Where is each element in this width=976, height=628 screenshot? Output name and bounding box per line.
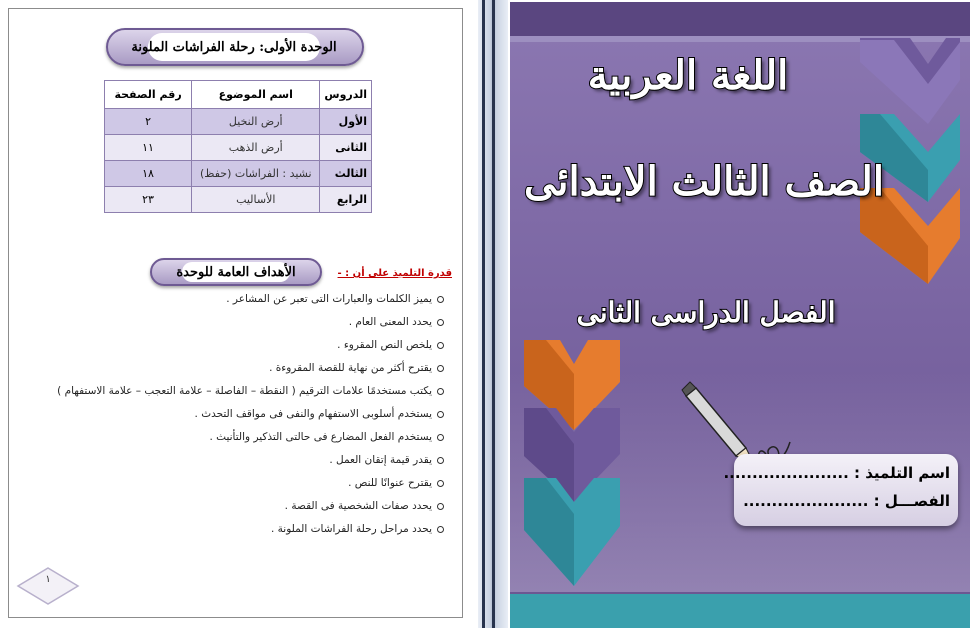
page-cell: ١٨	[105, 161, 192, 187]
list-item: يقدر قيمة إتقان العمل .	[20, 449, 444, 472]
page-number: ١	[45, 574, 51, 585]
lesson-cell: الأول	[320, 109, 372, 135]
page-cell: ٢	[105, 109, 192, 135]
list-item: يميز الكلمات والعبارات التى تعبر عن المشاعر .	[20, 288, 444, 311]
table-header-row	[105, 81, 372, 109]
table-row	[105, 161, 372, 187]
lesson-cell: الثانى	[320, 135, 372, 161]
list-item: يحدد المعنى العام .	[20, 311, 444, 334]
header-topic: اسم الموضوع	[192, 81, 320, 109]
list-item: يستخدم أسلوبى الاستفهام والنفى فى مواقف التحدث .	[20, 403, 444, 426]
header-page: رقم الصفحة	[105, 81, 192, 109]
cover-page	[510, 2, 970, 628]
lesson-cell: الرابع	[320, 187, 372, 213]
cover-subject-title: اللغة العربية	[587, 52, 789, 99]
list-item: يستخدم الفعل المضارع فى حالتى التذكير والتأنيث .	[20, 426, 444, 449]
lessons-table	[104, 80, 372, 213]
class-line[interactable]: الفصـــل : ......................	[743, 492, 950, 510]
gutter-divider	[482, 0, 485, 628]
unit-title-banner	[106, 28, 364, 66]
list-item: يقترح عنوانًا للنص .	[20, 472, 444, 495]
table-row	[105, 109, 372, 135]
cover-grade-title: الصف الثالث الابتدائى	[524, 158, 884, 205]
list-item: يحدد مراحل رحلة الفراشات الملونة .	[20, 518, 444, 541]
list-item: يقترح أكثر من نهاية للقصة المقروءة .	[20, 357, 444, 380]
topic-cell: أرض النخيل	[192, 109, 320, 135]
topic-cell: نشيد : الفراشات (حفظ)	[192, 161, 320, 187]
topic-cell: الأساليب	[192, 187, 320, 213]
page-cell: ١١	[105, 135, 192, 161]
list-item: يكتب مستخدمًا علامات الترقيم ( النقطة – الفاصلة – علامة التعجب – علامة الاستفهام )	[20, 380, 444, 403]
page-number-diamond-icon	[16, 566, 80, 606]
lesson-cell: الثالث	[320, 161, 372, 187]
footer-band	[510, 594, 970, 628]
objectives-list	[20, 288, 444, 541]
objectives-intro: قدرة التلميذ على أن : -	[337, 268, 452, 279]
unit-title: الوحدة الأولى: رحلة الفراشات الملونة	[148, 33, 320, 61]
goals-title-banner	[150, 258, 322, 286]
topic-cell: أرض الذهب	[192, 135, 320, 161]
gutter-divider	[492, 0, 495, 628]
header-lessons: الدروس	[320, 81, 372, 109]
list-item: يلخص النص المقروء .	[20, 334, 444, 357]
goals-title: الأهداف العامة للوحدة	[182, 262, 290, 282]
header-band	[510, 2, 970, 36]
left-page	[0, 0, 478, 628]
student-name-line[interactable]: اسم التلميذ : ......................	[723, 464, 950, 482]
table-row	[105, 135, 372, 161]
table-row	[105, 187, 372, 213]
page-cell: ٢٣	[105, 187, 192, 213]
cover-term-title: الفصل الدراسى الثانى	[576, 296, 836, 329]
student-info-card	[723, 454, 958, 526]
list-item: يحدد صفات الشخصية فى القصة .	[20, 495, 444, 518]
